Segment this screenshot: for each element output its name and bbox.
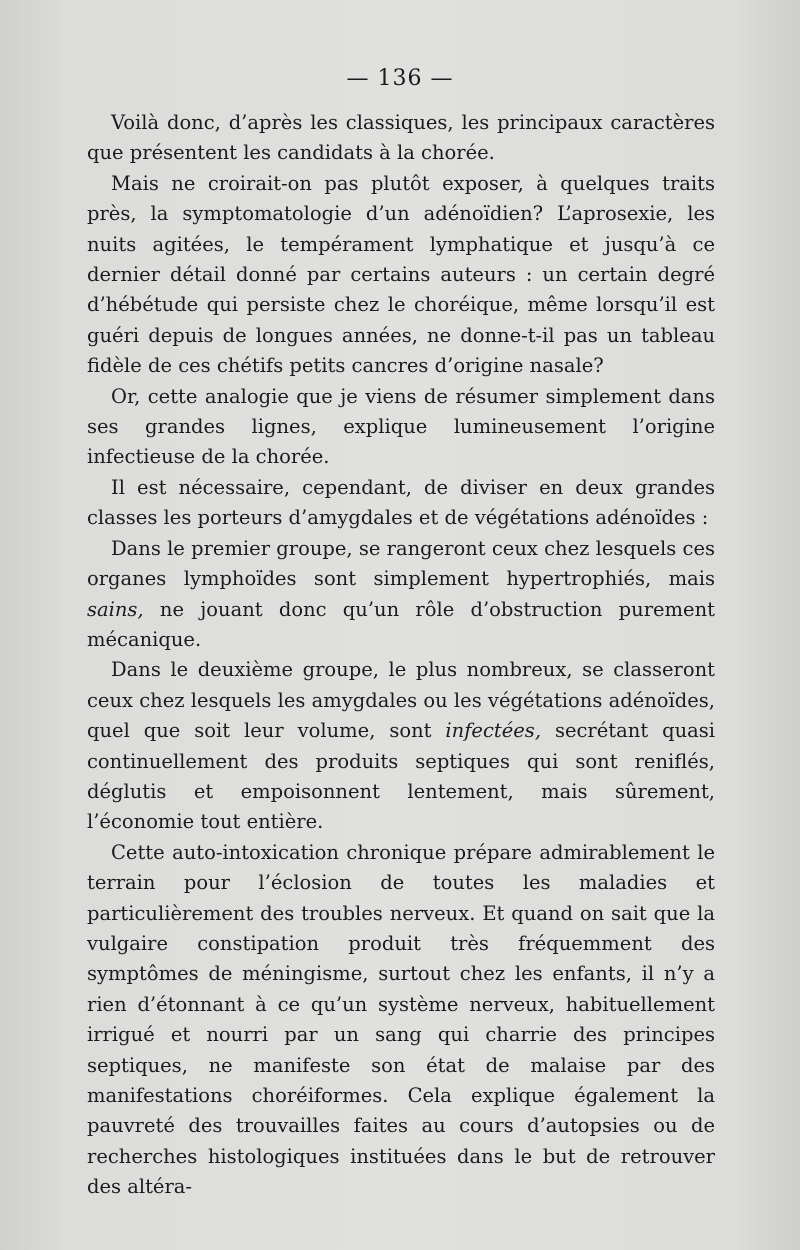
paragraph-5-emphasis: sains, [87, 597, 144, 621]
paragraph-5-text-before: Dans le premier groupe, se rangeront ceux chez lesquels ces organes lymphoïdes sont simplement hypertrophiés, mais [87, 536, 715, 591]
paragraph-6 [87, 655, 715, 837]
paragraph-5 [87, 534, 715, 656]
paragraph-6-text-before: Dans le deuxième groupe, le plus nombreux, se classeront ceux chez lesquels les amygdales ou les végétations adénoïdes, quel que soit leur volume, sont [87, 658, 715, 743]
paragraph-6-text-after: secrétant quasi continuellement des produits septiques qui sont reniflés, déglutis et empoisonnent lentement, mais sûrement, l’économie tout entière. [87, 719, 715, 834]
paragraph-3: Or, cette analogie que je viens de résumer simplement dans ses grandes lignes, explique lumineusement l’origine infectieuse de la chorée. [87, 384, 715, 469]
paragraph-7: Cette auto-intoxication chronique prépare admirablement le terrain pour l’éclosion de toutes les maladies et particulièrement des troubles nerveux. Et quand on sait que la vulgaire constipation produit très fréquemment des symptômes de méningisme, surtout chez les enfants, il n’y a rien d’étonnant à ce qu’un système nerveux, habituellement irrigué et nourri par un sang qui charrie des principes septiques, ne manifeste son état de malaise par des manifestations choréiformes. Cela explique également la pauvreté des trouvailles faites au cours d’autopsies ou de recherches histologiques instituées dans le but de retrouver des altéra- [87, 840, 715, 1199]
paragraph-2: Mais ne croirait-on pas plutôt exposer, à quelques traits près, la symptomatologie d’un adénoïdien? L’aprosexie, les nuits agitées, le tempérament lymphatique et jusqu’à ce dernier détail donné par certains auteurs : un certain degré d’hébétude qui persiste chez le choréique, même lorsqu’il est guéri depuis de longues années, ne donne-t-il pas un tableau fidèle de ces chétifs petits cancres d’origine nasale? [87, 171, 715, 378]
page-number: — 136 — [346, 66, 454, 91]
paragraph-5-text-after: ne jouant donc qu’un rôle d’obstruction purement mécanique. [87, 597, 715, 651]
paragraph-4: Il est nécessaire, cependant, de diviser en deux grandes classes les porteurs d’amygdales et de végétations adénoïdes : [87, 475, 715, 530]
paragraph-1: Voilà donc, d’après les classiques, les principaux caractères que présentent les candidats à la chorée. [87, 111, 715, 165]
paragraph-6-emphasis: infectées, [445, 719, 542, 743]
page-body [87, 108, 715, 1203]
